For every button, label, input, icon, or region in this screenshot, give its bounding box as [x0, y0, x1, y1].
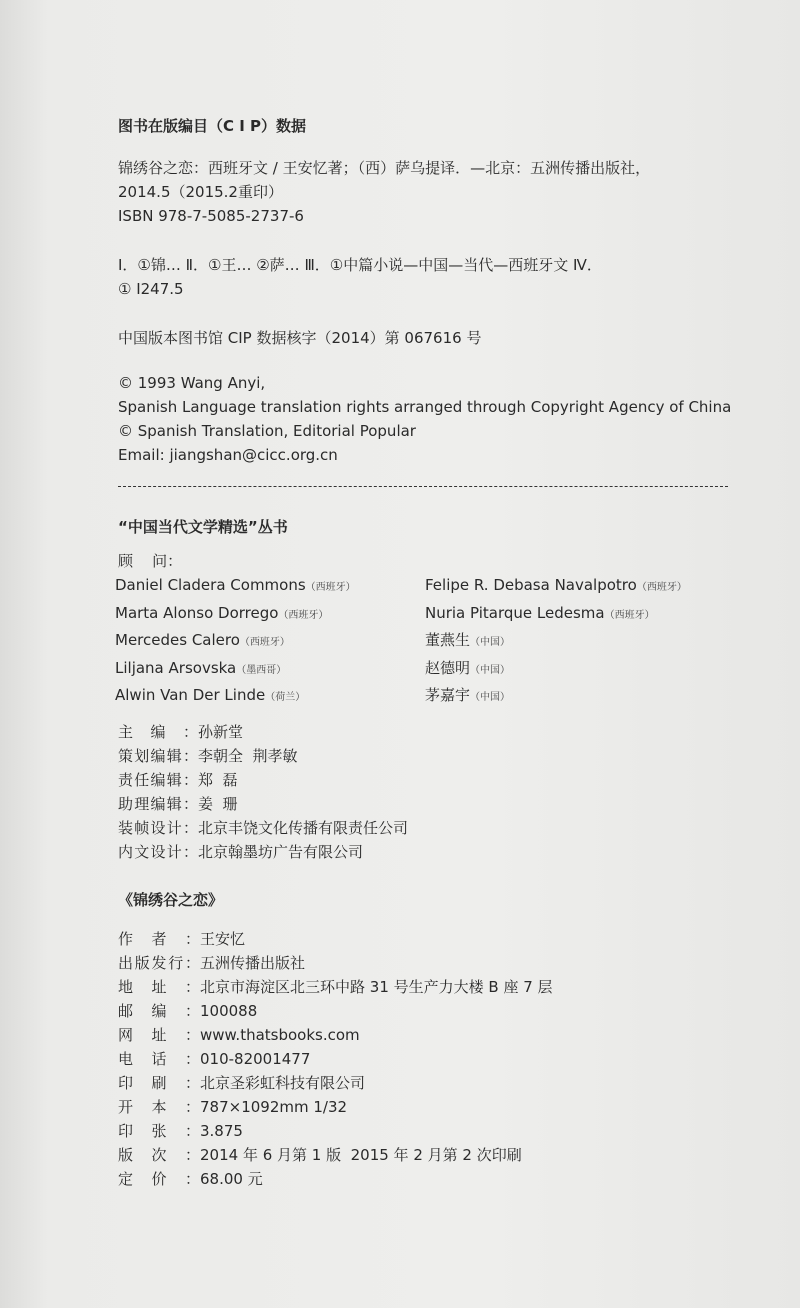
detail-row: [118, 1071, 553, 1095]
staff-row: [118, 720, 408, 744]
advisor-country: （西班牙）: [636, 582, 687, 593]
editorial-staff: [118, 720, 408, 864]
detail-value: 北京圣彩虹科技有限公司: [200, 1074, 366, 1092]
detail-value: 五洲传播出版社: [200, 954, 306, 972]
staff-label: 装帧设计：: [118, 819, 198, 837]
detail-label: 版次：: [118, 1146, 200, 1164]
detail-value: 3.875: [200, 1122, 243, 1140]
advisors-left-column: [115, 573, 356, 711]
detail-value: 2014 年 6 月第 1 版 2015 年 2 月第 2 次印刷: [200, 1146, 522, 1164]
advisor-country: （荷兰）: [265, 692, 306, 703]
advisor-country: （墨西哥）: [236, 664, 287, 676]
detail-label: 出版发行：: [118, 954, 200, 972]
detail-row: [118, 1095, 553, 1119]
advisors-label: 顾 问：: [118, 552, 183, 570]
advisor-name: Alwin Van Der Linde: [115, 686, 266, 704]
detail-label: 印刷：: [118, 1074, 200, 1092]
advisor-name: Mercedes Calero: [115, 631, 240, 649]
advisor-entry: [115, 656, 356, 684]
staff-label: 助理编辑：: [118, 795, 198, 813]
detail-row: [118, 999, 553, 1023]
advisor-country: （中国）: [470, 664, 511, 676]
advisor-name: Nuria Pitarque Ledesma: [425, 603, 605, 622]
staff-row: [118, 744, 408, 768]
cip-entry-line: ISBN 978-7-5085-2737-6: [118, 207, 304, 225]
detail-value: 787×1092mm 1/32: [200, 1098, 348, 1116]
advisor-entry: [425, 683, 687, 711]
advisor-entry: [425, 628, 687, 656]
advisor-country: （西班牙）: [305, 582, 356, 593]
detail-value: 100088: [200, 1002, 258, 1020]
staff-row: [118, 840, 408, 864]
detail-label: 邮编：: [118, 1002, 200, 1020]
advisor-entry: [425, 601, 687, 629]
detail-label: 印张：: [118, 1122, 200, 1140]
detail-row: [118, 1119, 553, 1143]
advisor-entry: [425, 573, 687, 601]
staff-label: 主编：: [118, 723, 198, 741]
staff-row: [118, 816, 408, 840]
advisor-entry: [115, 573, 356, 601]
advisor-country: （西班牙）: [278, 609, 329, 621]
cip-class-line: Ⅰ．①锦… Ⅱ．①王… ②萨… Ⅲ．①中篇小说—中国—当代—西班牙文 Ⅳ．: [118, 256, 602, 274]
advisor-name: 董燕生: [425, 631, 471, 649]
cip-class-line: ① I247.5: [118, 280, 184, 298]
detail-row: [118, 1023, 553, 1047]
detail-label: 作者：: [118, 930, 200, 948]
publication-details: [118, 927, 553, 1191]
dashed-divider: [118, 486, 728, 487]
detail-row: [118, 975, 553, 999]
series-title: “中国当代文学精选”丛书: [118, 518, 288, 536]
advisor-entry: [425, 656, 687, 684]
detail-value: 北京市海淀区北三环中路 31 号生产力大楼 B 座 7 层: [200, 978, 553, 996]
staff-value: 李朝全 荆孝敏: [198, 747, 298, 765]
detail-label: 网址：: [118, 1026, 200, 1044]
copyright-notice: [118, 371, 731, 467]
advisor-name: Daniel Cladera Commons: [115, 576, 306, 594]
copyright-line: Spanish Language translation rights arranged through Copyright Agency of China: [118, 398, 732, 416]
staff-value: 北京翰墨坊广告有限公司: [198, 843, 364, 861]
advisor-country: （西班牙）: [604, 609, 655, 621]
detail-label: 地址：: [118, 978, 200, 996]
staff-label: 策划编辑：: [118, 747, 198, 765]
advisor-entry: [115, 601, 356, 629]
detail-label: 定价：: [118, 1170, 200, 1188]
copyright-line: © 1993 Wang Anyi,: [118, 374, 266, 392]
staff-row: [118, 768, 408, 792]
advisor-country: （中国）: [470, 692, 511, 703]
advisor-country: （中国）: [470, 637, 511, 648]
detail-row: [118, 951, 553, 975]
cip-entry: [118, 156, 650, 228]
detail-row: [118, 1167, 553, 1191]
staff-value: 郑 磊: [198, 771, 238, 789]
detail-value: 010-82001477: [200, 1050, 311, 1068]
advisor-country: （西班牙）: [239, 637, 290, 648]
detail-row: [118, 1047, 553, 1071]
advisor-name: Felipe R. Debasa Navalpotro: [425, 576, 637, 594]
detail-label: 开本：: [118, 1098, 200, 1116]
detail-row: [118, 927, 553, 951]
staff-value: 北京丰饶文化传播有限责任公司: [198, 819, 409, 837]
cip-number: 中国版本图书馆 CIP 数据核字（2014）第 067616 号: [118, 329, 482, 347]
cip-entry-line: 2014.5（2015.2重印）: [118, 183, 283, 201]
detail-row: [118, 1143, 553, 1167]
detail-value: www.thatsbooks.com: [200, 1026, 360, 1044]
advisor-name: Liljana Arsovska: [115, 658, 237, 677]
book-title: 《锦绣谷之恋》: [118, 891, 224, 909]
staff-label: 责任编辑：: [118, 771, 198, 789]
advisor-name: Marta Alonso Dorrego: [115, 603, 279, 622]
detail-label: 电话：: [118, 1050, 200, 1068]
staff-value: 孙新堂: [198, 723, 244, 741]
advisor-entry: [115, 628, 356, 656]
cip-entry-line: 锦绣谷之恋：西班牙文 / 王安忆著；（西）萨乌提译．—北京：五洲传播出版社，: [118, 159, 651, 177]
advisor-name: 赵德明: [425, 658, 471, 677]
detail-value: 王安忆: [200, 930, 246, 948]
detail-value: 68.00 元: [200, 1170, 263, 1188]
advisors-right-column: [425, 573, 687, 711]
cip-heading: 图书在版编目（C I P）数据: [118, 117, 307, 135]
copyright-email: Email: jiangshan@cicc.org.cn: [118, 446, 338, 464]
staff-row: [118, 792, 408, 816]
cip-classification: [118, 253, 602, 301]
advisor-name: 茅嘉宇: [425, 686, 471, 704]
advisor-entry: [115, 683, 356, 711]
staff-label: 内文设计：: [118, 843, 198, 861]
staff-value: 姜 珊: [198, 795, 238, 813]
copyright-line: © Spanish Translation, Editorial Popular: [118, 422, 416, 440]
